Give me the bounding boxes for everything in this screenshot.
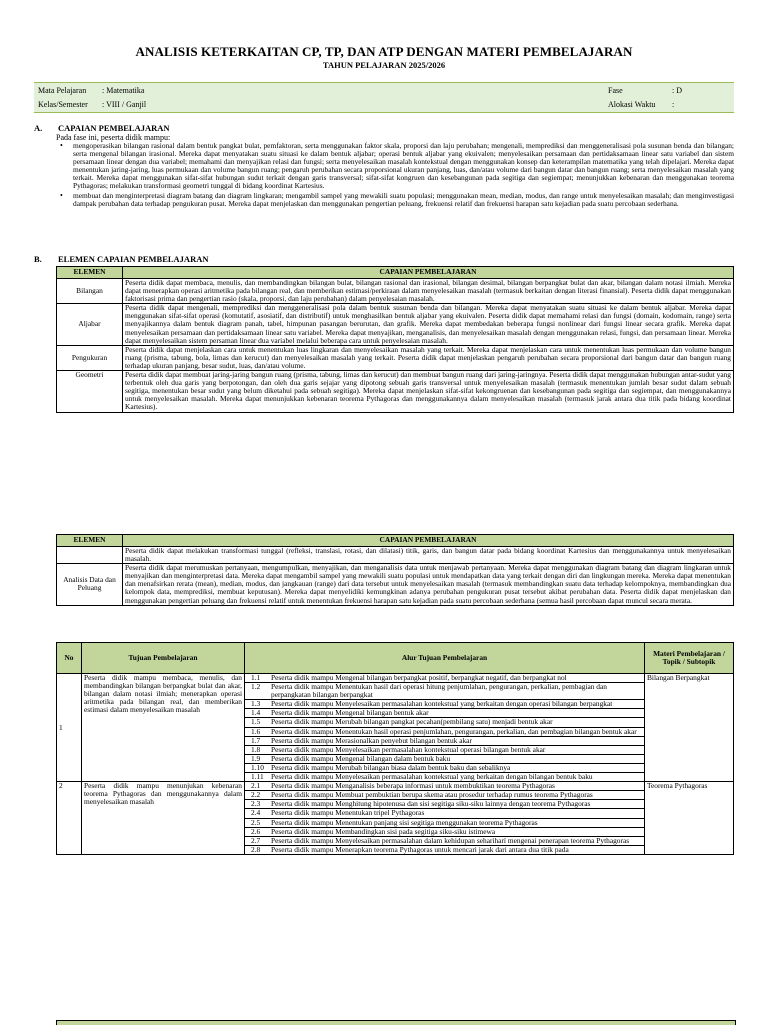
column-header-atp: Alur Tujuan Pembelajaran (245, 643, 645, 674)
atp-number: 1.2 (251, 682, 261, 692)
atp-item (245, 683, 644, 700)
atp-number: 2.1 (251, 781, 261, 791)
mapel-label: Mata Pelajaran (38, 86, 87, 95)
atp-number: 1.6 (251, 726, 261, 736)
no-cell: 1 (57, 674, 82, 782)
atp-number: 2.6 (251, 826, 261, 836)
atp-number: 1.11 (251, 772, 264, 782)
section-b-number: B. (34, 254, 42, 264)
table-row (57, 304, 734, 345)
section-a-number: A. (34, 123, 43, 133)
atp-text: Peserta didik mampu Mengenal bilangan bentuk akar (271, 708, 429, 718)
atp-number: 2.7 (251, 835, 261, 845)
atp-text: Peserta didik mampu Menyelesaikan permasalahan kontekstual operasi bilangan bentuk akar (271, 744, 546, 754)
elemen-cell: Aljabar (57, 304, 123, 345)
table-row (57, 345, 734, 370)
table-row (57, 547, 734, 564)
info-bar (34, 82, 734, 113)
cp-cell: Peserta didik dapat merumuskan pertanyaan, mengumpulkan, menyajikan, dan menganalisis data untuk menjawab pertanyaan. Mereka dapat menggunakan diagram batang dan diagram lingkaran untuk menyajikan dan menginterpretasi data. Mereka dapat mengambil sampel yang mewakili suatu populasi untuk mendapatkan data yang terkait dengan diri dan lingkungan mereka. Mereka dapat menentukan dan menafsirkan rerata (mean), median, modus, dan jangkauan (range) dari data tersebut untuk menyelesaikan masalah (termasuk membandingkan suatu data terhadap kelompoknya, membandingkan dua kelompok data, memprediksi, membuat keputusan). Mereka dapat menyelidiki kemungkinan adanya perubahan pengukuran pusat tersebut akibat perubahan data. Peserta didik dapat menjelaskan dan menggunakan pengertian peluang dan frekuensi relatif untuk menentukan frekuensi harapan satu kejadian pada suatu percobaan sederhana (semua hasil percobaan dapat muncul secara merata. (123, 564, 734, 605)
atp-text: Peserta didik mampu Menghitung hipotenusa dan sisi segitiga siku-siku lainnya dengan teorema Pythagoras (271, 799, 591, 809)
atp-number: 2.8 (251, 844, 261, 854)
table-row (57, 371, 734, 412)
atp-text: Peserta didik mampu Menentukan hasil dari operasi hitung penjumlahan, pengurangan, perkalian, pembagian dan perpangkatan bilangan berpangkat (271, 682, 607, 700)
atp-text: Peserta didik mampu Menyelesaikan permasalahan dalam kehidupan sehariharí mengenai penerapan teorema Pythagoras (271, 835, 630, 845)
section-a-bullet-list (56, 142, 734, 209)
atp-number: 2.2 (251, 790, 261, 800)
list-item: • membuat dan menginterpretasi diagram batang dan diagram lingkaran; mengambil sampel yang mewakili suatu populasi; menggunakan mean, median, modus, dan range untuk menyelesaikan masalah; dan menginvestigasi dampak perubahan data terhadap pengukuran pusat. Mereka dapat menjelaskan dan menggunakan pengertian peluang, frekuensi relatif dan frekuensi harapan satu kejadian pada suatu percobaan sederhana. (56, 192, 734, 208)
table-row (57, 279, 734, 304)
column-header-cp: CAPAIAN PEMBELAJARAN (123, 267, 734, 279)
list-item: • mengoperasikan bilangan rasional dalam bentuk pangkat bulat, pemfaktoran, serta menggunakan faktor skala, proporsi dan laju perubahan; mengenali, memprediksi dan menggeneralisasi pola susunan benda dan bilangan; serta mengenal bilangan irasional. Mereka dapat menyatakan suatu situasi ke dalam bentuk aljabar; operasi bentuk aljabar yang ekuivalen; menyelesaikan persamaan dan pertidaksamaan linear satu variabel dan sistem persamaan linear dengan dua variabel; memahami dan menyajikan relasi dan fungsi; serta menyelesaikan masalah kontekstual dengan menggunakan konsep dan keterampilan matematika yang telah dipelajari. Mereka dapat menentukan jaring-jaring, luas permukaan dan volume bangun ruang; pengaruh perubahan secara proporsional ukuran panjang, luas, dan/atau volume dari bangun datar dan bangun ruang; serta menyelesaikan masalah yang terkait. Mereka dapat menggunakan sifat-sifat hubungan sudut terkait dengan garis transversal; sifat-sifat kongruen dan kesebangunan pada segitiga dan segiempat; menunjukkan kebenaran dan menggunakan teorema Pythagoras; melakukan transformasi geometri tunggal di bidang koordinat Kartesius. (56, 142, 734, 191)
atp-number: 1.3 (251, 699, 261, 709)
atp-text: Peserta didik mampu Menentukan hasil operasi penjumlahan, pengurangan, perkalian, dan pembagian bilangan bentuk akar (271, 726, 637, 736)
table-row (57, 674, 734, 782)
atp-text: Peserta didik mampu Menyelesaikan permasalahan kontekstual yang berkaitan dengan bilangan bentuk baku (271, 772, 593, 782)
column-header-cp: CAPAIAN PEMBELAJARAN (123, 535, 734, 547)
section-b-heading (34, 254, 209, 264)
atp-number: 2.4 (251, 808, 261, 818)
atp-text: Peserta didik mampu Merubah bilangan biasa dalam bentuk baku dan sebaliknya (271, 762, 511, 772)
elemen-cell: Geometri (57, 371, 123, 412)
atp-number: 1.4 (251, 708, 261, 718)
kelas-value: : VIII / Ganjil (102, 100, 147, 109)
elemen-cell: Pengukuran (57, 345, 123, 370)
column-header-tp: Tujuan Pembelajaran (82, 643, 245, 674)
fase-value: : D (672, 86, 682, 95)
materi-cell: Teorema Pythagoras (645, 782, 734, 855)
column-header-materi: Materi Pembelajaran / Topik / Subtopik (645, 643, 734, 674)
section-a-heading (34, 123, 170, 133)
atp-number: 1.7 (251, 735, 261, 745)
atp-cell (245, 674, 645, 782)
tp-atp-table (56, 642, 734, 855)
atp-number: 2.5 (251, 817, 261, 827)
atp-item (245, 773, 644, 781)
table-header-row (57, 267, 734, 279)
alokasi-label: Alokasi Waktu (608, 100, 656, 109)
no-cell: 2 (57, 782, 82, 855)
page-title: ANALISIS KETERKAITAN CP, TP, DAN ATP DENGAN MATERI PEMBELAJARAN (135, 44, 633, 59)
atp-text: Peserta didik mampu Menentukan panjang sisi segitiga menggunakan teorema Pythagoras (271, 817, 538, 827)
elemen-table (56, 266, 734, 413)
section-a-title: CAPAIAN PEMBELAJARAN (58, 123, 170, 133)
atp-cell (245, 782, 645, 855)
atp-text: Peserta didik mampu Menyelesaikan permasalahan kontekstual yang berkaitan dengan operasi bilangan berpangkat (271, 699, 613, 709)
column-header-no: No (57, 643, 82, 674)
atp-text: Peserta didik mampu Menentukan tripel Pythagoras (271, 808, 425, 818)
tp-cell: Peserta didik mampu menunjukan kebenaran teorema Pythagoras dan menggunakannya dalam menyelesaikan masalah (82, 782, 245, 855)
elemen-cell (57, 547, 123, 564)
atp-text: Peserta didik mampu Membandingkan sisi pada segitiga siku-siku istimewa (271, 826, 496, 836)
atp-text: Peserta didik mampu Merasionalkan penyebut bilangan bentuk akar (271, 735, 472, 745)
atp-number: 2.3 (251, 799, 261, 809)
atp-number: 1.8 (251, 744, 261, 754)
elemen-table-continued (56, 534, 734, 606)
cp-cell: Peserta didik dapat menjelaskan cara untuk menentukan luas lingkaran dan menyelesaikan masalah yang terkait. Mereka dapat menjelaskan cara untuk menentukan luas permukaan dan volume bangun ruang (prisma, tabung, bola, limas dan kerucut) dan menyelesaikan masalah yang terkait. Peserta didik dapat menjelaskan pengaruh perubahan secara proporsional dari bangun datar dan bangun ruang terhadap ukuran panjang, besar sudut, luas, dan/atau volume. (123, 345, 734, 370)
table-row (57, 564, 734, 605)
cp-cell: Peserta didik dapat melakukan transformasi tunggal (refleksi, translasi, rotasi, dan dilatasi) titik, garis, dan bangun datar pada bidang koordinat Kartesius dan menggunakannya untuk menyelesaikan masalah. (123, 547, 734, 564)
elemen-cell: Analisis Data dan Peluang (57, 564, 123, 605)
atp-text: Peserta didik mampu Menganalisis beberapa informasi untuk membuktikan teorema Pythagoras (271, 781, 555, 791)
mapel-value: : Matematika (102, 86, 145, 95)
atp-number: 1.10 (251, 762, 264, 772)
atp-text: Peserta didik mampu Mengenal bilangan dalam bentuk baku (271, 753, 451, 763)
atp-item (245, 846, 644, 854)
atp-number: 1.5 (251, 717, 261, 727)
atp-text: Peserta didik mampu Membuat pembuktian berupa skema atau prosedur terhadap rumus teorema Pythagoras (271, 790, 593, 800)
cp-cell: Peserta didik dapat mengenali, memprediksi dan menggeneralisasi pola dalam bentuk susunan benda dan bilangan. Mereka dapat menyatakan suatu situasi ke dalam bentuk aljabar. Mereka dapat menggunakan sifat-sifat operasi (komutatif, asosiatif, dan distributif) untuk menghasilkan bentuk aljabar yang ekuivalen. Peserta didik dapat memahami relasi dan fungsi (domain, kodomain, range) serta menyajikannya dalam bentuk diagram panah, tabel, himpunan pasangan berurutan, dan grafik. Mereka dapat membedakan beberapa fungsi nonlinear dari fungsi linear secara grafik. Mereka dapat menyelesaikan persamaan dan pertidaksamaan linear satu variabel. Mereka dapat menyajikan, menganalisis, dan menyelesaikan masalah dengan menggunakan relasi, fungsi, dan persamaan linear. Mereka dapat menyelesaikan sistem persaman linear dua variabel melalui beberapa cara untuk penyelesaian masalah. (123, 304, 734, 345)
section-b-title: ELEMEN CAPAIAN PEMBELAJARAN (58, 254, 209, 264)
atp-list (245, 674, 644, 781)
atp-list (245, 782, 644, 854)
fase-label: Fase (608, 86, 623, 95)
section-a-intro: Pada fase ini, peserta didik mampu: (56, 133, 171, 142)
atp-text: Peserta didik mampu Merubah bilangan pangkat pecahan(pembilang satu) menjadi bentuk akar (271, 717, 553, 727)
next-table-header-edge (56, 1020, 736, 1025)
materi-cell: Bilangan Berpangkat (645, 674, 734, 782)
tp-cell: Peserta didik mampu membaca, menulis, dan membandingkan bilangan berpangkat bulat dan akar, bilangan dalam notasi ilmiah; menerapkan operasi aritmetika pada bilangan real, dan memberikan estimasi dalam menyelesaikan masalah (82, 674, 245, 782)
alokasi-value: : (672, 100, 675, 109)
table-header-row (57, 643, 734, 674)
atp-number: 1.9 (251, 753, 261, 763)
cp-cell: Peserta didik dapat membaca, menulis, dan membandingkan bilangan bulat, bilangan rasional dan irasional, bilangan desimal, bilangan berpangkat bulat dan akar, bilangan dalam notasi ilmiah. Mereka dapat menerapkan operasi aritmetika pada bilangan real, dan memberikan estimasi/perkiraan dalam menyelesaikan masalah (termasuk berkaitan dengan literasi finansial). Peserta didik dapat menggunakan faktorisasi prima dan pengertian rasio (skala, proporsi, dan laju perubahan) dalam penyelesaian masalah. (123, 279, 734, 304)
atp-text: Peserta didik mampu Menerapkan teorema Pythagoras untuk mencari jarak dari antara dua titik pada (271, 844, 569, 854)
atp-text: Peserta didik mampu Mengenal bilangan berpangkat positif, berpangkat negatif, dan berpangkat nol (271, 673, 567, 682)
column-header-elemen: ELEMEN (57, 267, 123, 279)
table-header-row (57, 535, 734, 547)
elemen-cell: Bilangan (57, 279, 123, 304)
page-subtitle: TAHUN PELAJARAN 2025/2026 (322, 60, 446, 70)
table-row (57, 782, 734, 855)
cp-cell: Peserta didik dapat membuat jaring-jaring bangun ruang (prisma, tabung, limas dan kerucut) dan membuat bangun ruang dari jaring-jaringnya. Peserta didik dapat menggunakan hubungan antar-sudut yang terbentuk oleh dua garis yang berpotongan, dan oleh dua garis sejajar yang dipotong sebuah garis transversal untuk menyelesaikan masalah (termasuk menentukan jumlah besar sudut dalam sebuah segitiga, menentukan besar sudut yang belum diketahui pada sebuah segitiga). Mereka dapat menjelaskan sifat-sifat kekongruenan dan kesebangunan pada segitiga dan segiempat, dan menggunakannya untuk menyelesaikan masalah. Mereka dapat menunjukkan kebenaran teorema Pythagoras dan menggunakannya dalam menyelesaikan masalah (termasuk jarak antara dua titik pada bidang koordinat Kartesius). (123, 371, 734, 412)
atp-number: 1.1 (251, 673, 261, 682)
column-header-elemen: ELEMEN (57, 535, 123, 547)
kelas-label: Kelas/Semester (38, 100, 88, 109)
